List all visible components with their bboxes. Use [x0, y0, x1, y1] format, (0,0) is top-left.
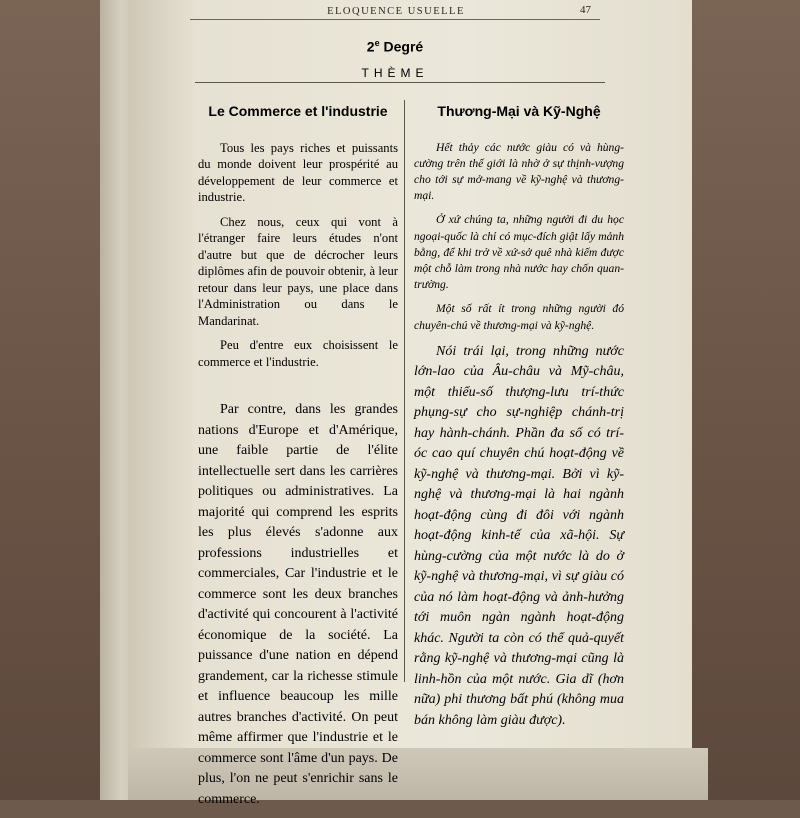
section-label: THÈME [361, 66, 429, 80]
french-paragraph-3: Peu d'entre eux choisissent le commerce et l'industrie. [198, 338, 398, 369]
section-rule [195, 82, 605, 83]
vietnamese-paragraph-2: Ở xứ chúng ta, những người đi du học ngoại-quốc là chỉ có mục-đích giật lấy mảnh bằng, để khi trở về xứ-sở quê nhà kiếm được một chỗ làm trong nhà nước hay chốn quan-trường. [414, 213, 624, 292]
french-title: Le Commerce et l'industrie [208, 103, 388, 119]
degree-heading [330, 38, 460, 55]
degree-number: 2 [366, 38, 375, 55]
vietnamese-paragraph-1: Hết thảy các nước giàu có và hùng-cường trên thế giới là nhờ ở sự thịnh-vượng cho tới sự mở-mang về kỹ-nghệ và thương-mại. [414, 140, 624, 203]
french-column [198, 100, 398, 818]
french-paragraph-1: Tous les pays riches et puissants du monde doivent leur prospérité au développement de leur commerce et industrie. [198, 140, 398, 204]
column-divider [404, 100, 405, 682]
header-rule [190, 19, 600, 20]
vietnamese-title: Thương-Mại và Kỹ-Nghệ [437, 103, 601, 119]
degree-suffix: e [374, 38, 380, 48]
page-number: 47 [580, 4, 591, 16]
vietnamese-column [414, 100, 624, 739]
french-paragraph-4: Par contre, dans les grandes nations d'Europe et d'Amérique, une faible partie de l'élite intellectuelle sert dans les carrières politiques ou administratives. La majorité qui comprend les esprits les plus élevés s'adonne aux professions industrielles et commerciales, Car l'industrie et le commerce sont les deux branches d'activité qui concourent à l'activité économique de la société. La puissance d'une nation en dépend grandement, car la richesse stimule et influence beaucoup les mille autres branches d'activité. On peut même affirmer que l'industrie et le commerce sont l'âme d'un pays. De plus, l'on ne peut s'enrichir sans le commerce. [198, 402, 398, 807]
degree-word: Degré [383, 38, 424, 55]
vietnamese-paragraph-4: Nói trái lại, trong những nước lớn-lao của Âu-châu và Mỹ-châu, một thiểu-số thượng-lưu trí-thức phụng-sự cho sự-nghiệp chánh-trị hay hành-chánh. Phần đa số có trí-óc cao quí chuyên chú hoạt-động về kỹ-nghệ và thương-mại. Bởi vì kỹ-nghệ và thương-mại là hai ngành hoạt-động cùng đi đôi với ngành hoạt-động kinh-tế của xã-hội. Sự hùng-cường của một nước là do ở kỹ-nghệ và thương-mại, vì sự giàu có của nó làm hoạt-động và ảnh-hưởng tới muôn ngàn ngành hoạt-động khác. Người ta còn có thể quả-quyết rằng kỹ-nghệ và thương-mại cũng là linh-hồn của một nước. Gia dĩ (hơn nữa) phi thương bất phú (không mua bán không làm giàu được). [414, 343, 624, 728]
french-paragraph-2: Chez nous, ceux qui vont à l'étranger faire leurs études n'ont d'autre but que de décrocher leurs diplômes afin de pouvoir obtenir, à leur retour dans leur pays, une place dans l'Administration ou dans le Mandarinat. [198, 214, 398, 328]
vietnamese-paragraph-3: Một số rất ít trong những người đó chuyên-chú về thương-mại và kỹ-nghệ. [414, 302, 624, 332]
running-head: ELOQUENCE USUELLE [327, 6, 465, 17]
